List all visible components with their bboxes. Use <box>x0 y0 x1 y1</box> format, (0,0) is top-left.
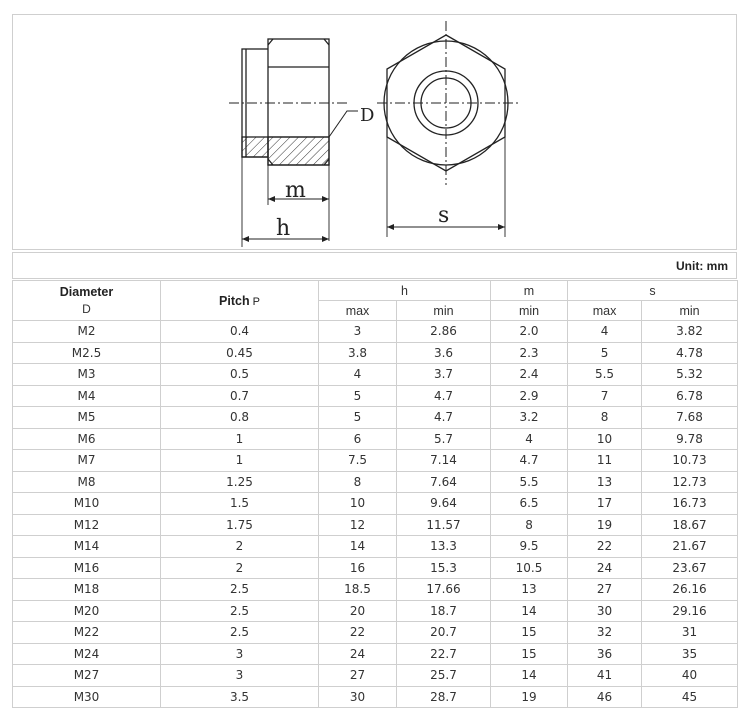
cell-s-min: 3.82 <box>642 321 738 343</box>
header-h-max: max <box>319 301 397 321</box>
cell-s-min: 31 <box>642 622 738 644</box>
cell-pitch: 3 <box>161 643 319 665</box>
cell-h-max: 5 <box>319 407 397 429</box>
table-row <box>13 471 738 493</box>
cell-s-min: 16.73 <box>642 493 738 515</box>
cell-h-min: 4.7 <box>397 407 491 429</box>
table-row <box>13 385 738 407</box>
cell-diameter: M14 <box>13 536 161 558</box>
table-row <box>13 665 738 687</box>
cell-s-min: 21.67 <box>642 536 738 558</box>
cell-diameter: M16 <box>13 557 161 579</box>
table-row <box>13 557 738 579</box>
cell-s-min: 6.78 <box>642 385 738 407</box>
cell-m-min: 2.3 <box>491 342 568 364</box>
table-row <box>13 514 738 536</box>
cell-h-max: 6 <box>319 428 397 450</box>
cell-s-min: 26.16 <box>642 579 738 601</box>
cell-pitch: 1.75 <box>161 514 319 536</box>
header-pitch-sub: P <box>252 295 260 308</box>
cell-diameter: M18 <box>13 579 161 601</box>
table-row <box>13 407 738 429</box>
table-row <box>13 342 738 364</box>
cell-h-min: 4.7 <box>397 385 491 407</box>
cell-s-min: 35 <box>642 643 738 665</box>
cell-m-min: 2.0 <box>491 321 568 343</box>
cell-h-min: 2.86 <box>397 321 491 343</box>
cell-h-max: 16 <box>319 557 397 579</box>
table-row <box>13 600 738 622</box>
cell-h-min: 28.7 <box>397 686 491 708</box>
cell-m-min: 3.2 <box>491 407 568 429</box>
cell-s-min: 18.67 <box>642 514 738 536</box>
cell-diameter: M12 <box>13 514 161 536</box>
table-row <box>13 321 738 343</box>
table-row <box>13 686 738 708</box>
cell-m-min: 19 <box>491 686 568 708</box>
table-body <box>13 321 738 708</box>
cell-m-min: 4 <box>491 428 568 450</box>
cell-h-min: 5.7 <box>397 428 491 450</box>
cell-s-min: 12.73 <box>642 471 738 493</box>
cell-h-min: 3.7 <box>397 364 491 386</box>
cell-h-min: 25.7 <box>397 665 491 687</box>
header-s-min: min <box>642 301 738 321</box>
cell-s-max: 7 <box>568 385 642 407</box>
cell-s-max: 13 <box>568 471 642 493</box>
cell-s-min: 45 <box>642 686 738 708</box>
cell-pitch: 1 <box>161 428 319 450</box>
cell-s-min: 7.68 <box>642 407 738 429</box>
cell-diameter: M6 <box>13 428 161 450</box>
cell-m-min: 10.5 <box>491 557 568 579</box>
cell-m-min: 13 <box>491 579 568 601</box>
cell-diameter: M24 <box>13 643 161 665</box>
nylon-lock-nut-drawing <box>13 15 738 251</box>
cell-h-max: 22 <box>319 622 397 644</box>
cell-s-max: 5.5 <box>568 364 642 386</box>
cell-pitch: 2 <box>161 536 319 558</box>
cell-h-min: 22.7 <box>397 643 491 665</box>
label-D: D <box>360 105 375 126</box>
cell-pitch: 2.5 <box>161 622 319 644</box>
cell-s-max: 4 <box>568 321 642 343</box>
header-m-min: min <box>491 301 568 321</box>
cell-diameter: M27 <box>13 665 161 687</box>
cell-h-min: 7.14 <box>397 450 491 472</box>
table-row <box>13 622 738 644</box>
header-h: h <box>319 281 491 301</box>
cell-s-max: 41 <box>568 665 642 687</box>
cell-m-min: 4.7 <box>491 450 568 472</box>
cell-s-max: 11 <box>568 450 642 472</box>
cell-h-min: 20.7 <box>397 622 491 644</box>
cell-s-min: 40 <box>642 665 738 687</box>
cell-diameter: M2 <box>13 321 161 343</box>
cell-h-max: 10 <box>319 493 397 515</box>
cell-h-min: 17.66 <box>397 579 491 601</box>
cell-pitch: 1.25 <box>161 471 319 493</box>
cell-h-max: 20 <box>319 600 397 622</box>
cell-pitch: 0.4 <box>161 321 319 343</box>
table-row <box>13 364 738 386</box>
cell-s-max: 22 <box>568 536 642 558</box>
cell-pitch: 3 <box>161 665 319 687</box>
cell-s-min: 29.16 <box>642 600 738 622</box>
cell-s-max: 30 <box>568 600 642 622</box>
cell-h-min: 18.7 <box>397 600 491 622</box>
cell-s-min: 9.78 <box>642 428 738 450</box>
cell-h-max: 14 <box>319 536 397 558</box>
cell-m-min: 14 <box>491 665 568 687</box>
cell-diameter: M30 <box>13 686 161 708</box>
cell-pitch: 1.5 <box>161 493 319 515</box>
cell-m-min: 2.4 <box>491 364 568 386</box>
cell-h-max: 24 <box>319 643 397 665</box>
cell-h-max: 18.5 <box>319 579 397 601</box>
label-m: m <box>285 178 306 203</box>
cell-s-min: 5.32 <box>642 364 738 386</box>
cell-h-min: 15.3 <box>397 557 491 579</box>
cell-diameter: M3 <box>13 364 161 386</box>
cell-pitch: 0.5 <box>161 364 319 386</box>
cell-pitch: 2.5 <box>161 600 319 622</box>
cell-pitch: 2 <box>161 557 319 579</box>
cell-s-min: 4.78 <box>642 342 738 364</box>
table-row <box>13 450 738 472</box>
cell-s-max: 46 <box>568 686 642 708</box>
cell-h-max: 12 <box>319 514 397 536</box>
table-row <box>13 493 738 515</box>
header-m: m <box>491 281 568 301</box>
cell-s-max: 19 <box>568 514 642 536</box>
cell-h-min: 7.64 <box>397 471 491 493</box>
label-h: h <box>276 216 291 241</box>
cell-s-max: 17 <box>568 493 642 515</box>
cell-diameter: M22 <box>13 622 161 644</box>
header-diameter: Diameter D <box>13 281 161 321</box>
cell-pitch: 3.5 <box>161 686 319 708</box>
cell-pitch: 0.7 <box>161 385 319 407</box>
unit-row <box>12 252 737 279</box>
cell-s-max: 36 <box>568 643 642 665</box>
table-row <box>13 428 738 450</box>
cell-diameter: M10 <box>13 493 161 515</box>
cell-s-max: 27 <box>568 579 642 601</box>
cell-diameter: M8 <box>13 471 161 493</box>
cell-m-min: 15 <box>491 643 568 665</box>
cell-h-max: 30 <box>319 686 397 708</box>
cell-s-max: 5 <box>568 342 642 364</box>
cell-diameter: M20 <box>13 600 161 622</box>
header-diameter-sub: D <box>82 302 91 316</box>
cell-diameter: M5 <box>13 407 161 429</box>
cell-h-max: 3 <box>319 321 397 343</box>
cell-h-min: 13.3 <box>397 536 491 558</box>
cell-pitch: 2.5 <box>161 579 319 601</box>
cell-h-max: 8 <box>319 471 397 493</box>
cell-diameter: M4 <box>13 385 161 407</box>
cell-s-min: 23.67 <box>642 557 738 579</box>
cell-m-min: 2.9 <box>491 385 568 407</box>
header-pitch: Pitch P <box>161 281 319 321</box>
cell-pitch: 0.8 <box>161 407 319 429</box>
cell-s-max: 8 <box>568 407 642 429</box>
cell-m-min: 8 <box>491 514 568 536</box>
technical-drawing-panel <box>12 14 737 250</box>
cell-h-max: 7.5 <box>319 450 397 472</box>
cell-m-min: 14 <box>491 600 568 622</box>
cell-h-max: 5 <box>319 385 397 407</box>
cell-pitch: 1 <box>161 450 319 472</box>
cell-s-max: 10 <box>568 428 642 450</box>
cell-h-min: 3.6 <box>397 342 491 364</box>
cell-h-min: 11.57 <box>397 514 491 536</box>
unit-label: Unit: mm <box>676 259 728 273</box>
cell-m-min: 6.5 <box>491 493 568 515</box>
table-row <box>13 643 738 665</box>
dimension-table <box>12 280 738 708</box>
cell-s-min: 10.73 <box>642 450 738 472</box>
cell-s-max: 24 <box>568 557 642 579</box>
header-h-min: min <box>397 301 491 321</box>
side-view <box>229 39 358 247</box>
cell-h-max: 27 <box>319 665 397 687</box>
label-s: s <box>438 203 450 228</box>
table-row <box>13 579 738 601</box>
cell-h-max: 4 <box>319 364 397 386</box>
header-s: s <box>568 281 738 301</box>
cell-s-max: 32 <box>568 622 642 644</box>
cell-m-min: 9.5 <box>491 536 568 558</box>
cell-diameter: M7 <box>13 450 161 472</box>
header-s-max: max <box>568 301 642 321</box>
cell-diameter: M2.5 <box>13 342 161 364</box>
cell-h-max: 3.8 <box>319 342 397 364</box>
cell-h-min: 9.64 <box>397 493 491 515</box>
cell-m-min: 15 <box>491 622 568 644</box>
cell-pitch: 0.45 <box>161 342 319 364</box>
table-row <box>13 536 738 558</box>
cell-m-min: 5.5 <box>491 471 568 493</box>
